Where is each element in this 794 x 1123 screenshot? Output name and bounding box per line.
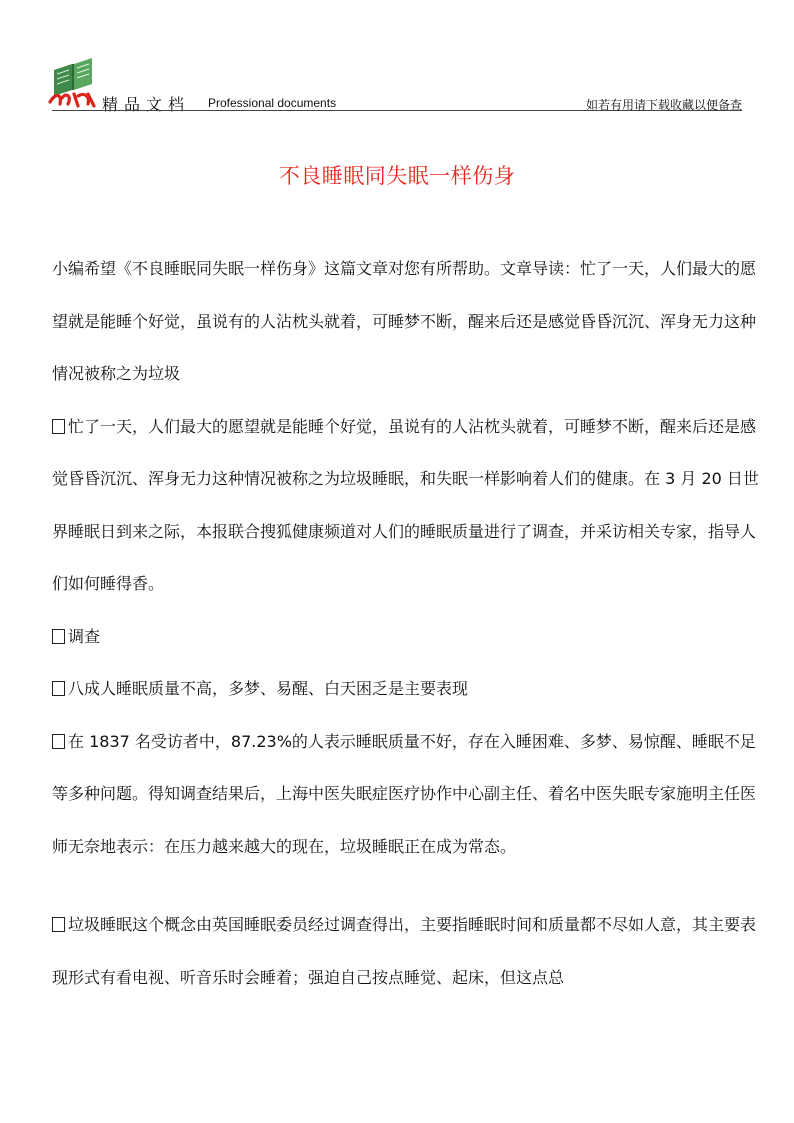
section-heading <box>52 611 764 664</box>
checkbox-glyph-icon <box>52 734 65 749</box>
paragraph <box>52 716 764 874</box>
header-note: 如若有用请下载收藏以便备查 <box>585 98 742 112</box>
paragraph-text: 小编希望《不良睡眠同失眠一样伤身》这篇文章对您有所帮助。文章导读：忙了一天，人们最大的愿望就是能睡个好觉，虽说有的人沾枕头就着，可睡梦不断，醒来后还是感觉昏昏沉沉、浑身无力这种情况被称之为垃圾 <box>52 259 757 383</box>
checkbox-glyph-icon <box>52 917 65 932</box>
checkbox-glyph-icon <box>52 419 65 434</box>
paragraph <box>52 663 764 716</box>
paragraph <box>52 899 764 1004</box>
document-title: 不良睡眠同失眠一样伤身 <box>278 164 516 188</box>
paragraph-text: 八成人睡眠质量不高，多梦、易醒、白天困乏是主要表现 <box>68 679 469 698</box>
paragraph-gap <box>52 873 764 899</box>
paragraph <box>52 401 764 611</box>
header-divider <box>52 110 742 111</box>
paragraph-intro <box>52 243 764 401</box>
brand-name-cn: 精品文档 <box>102 95 191 114</box>
page-header <box>0 0 794 115</box>
paragraph-text: 忙了一天，人们最大的愿望就是能睡个好觉，虽说有的人沾枕头就着，可睡梦不断，醒来后还是感觉昏昏沉沉、浑身无力这种情况被称之为垃圾睡眠，和失眠一样影响着人们的健康。在 3 月 20 日世界睡眠日到来之际，本报联合搜狐健康频道对人们的睡眠质量进行了调查，并采访相关专家，指导人们如何睡得香。 <box>52 416 759 593</box>
paragraph-text: 在 1837 名受访者中，87.23%的人表示睡眠质量不好，存在入睡困难、多梦、易惊醒、睡眠不足等多种问题。得知调查结果后，上海中医失眠症医疗协作中心副主任、着名中医失眠专家施明主任医师无奈地表示：在压力越来越大的现在，垃圾睡眠正在成为常态。 <box>52 731 757 856</box>
book-logo-icon <box>48 52 98 108</box>
paragraph-text: 垃圾睡眠这个概念由英国睡眠委员经过调查得出，主要指睡眠时间和质量都不尽如人意，其主要表现形式有看电视、听音乐时会睡着；强迫自己按点睡觉、起床，但这点总 <box>52 915 757 987</box>
brand-name-en: Professional documents <box>208 96 337 110</box>
checkbox-glyph-icon <box>52 681 65 696</box>
checkbox-glyph-icon <box>52 629 65 644</box>
document-body <box>52 243 764 1004</box>
paragraph-text: 调查 <box>68 626 101 646</box>
